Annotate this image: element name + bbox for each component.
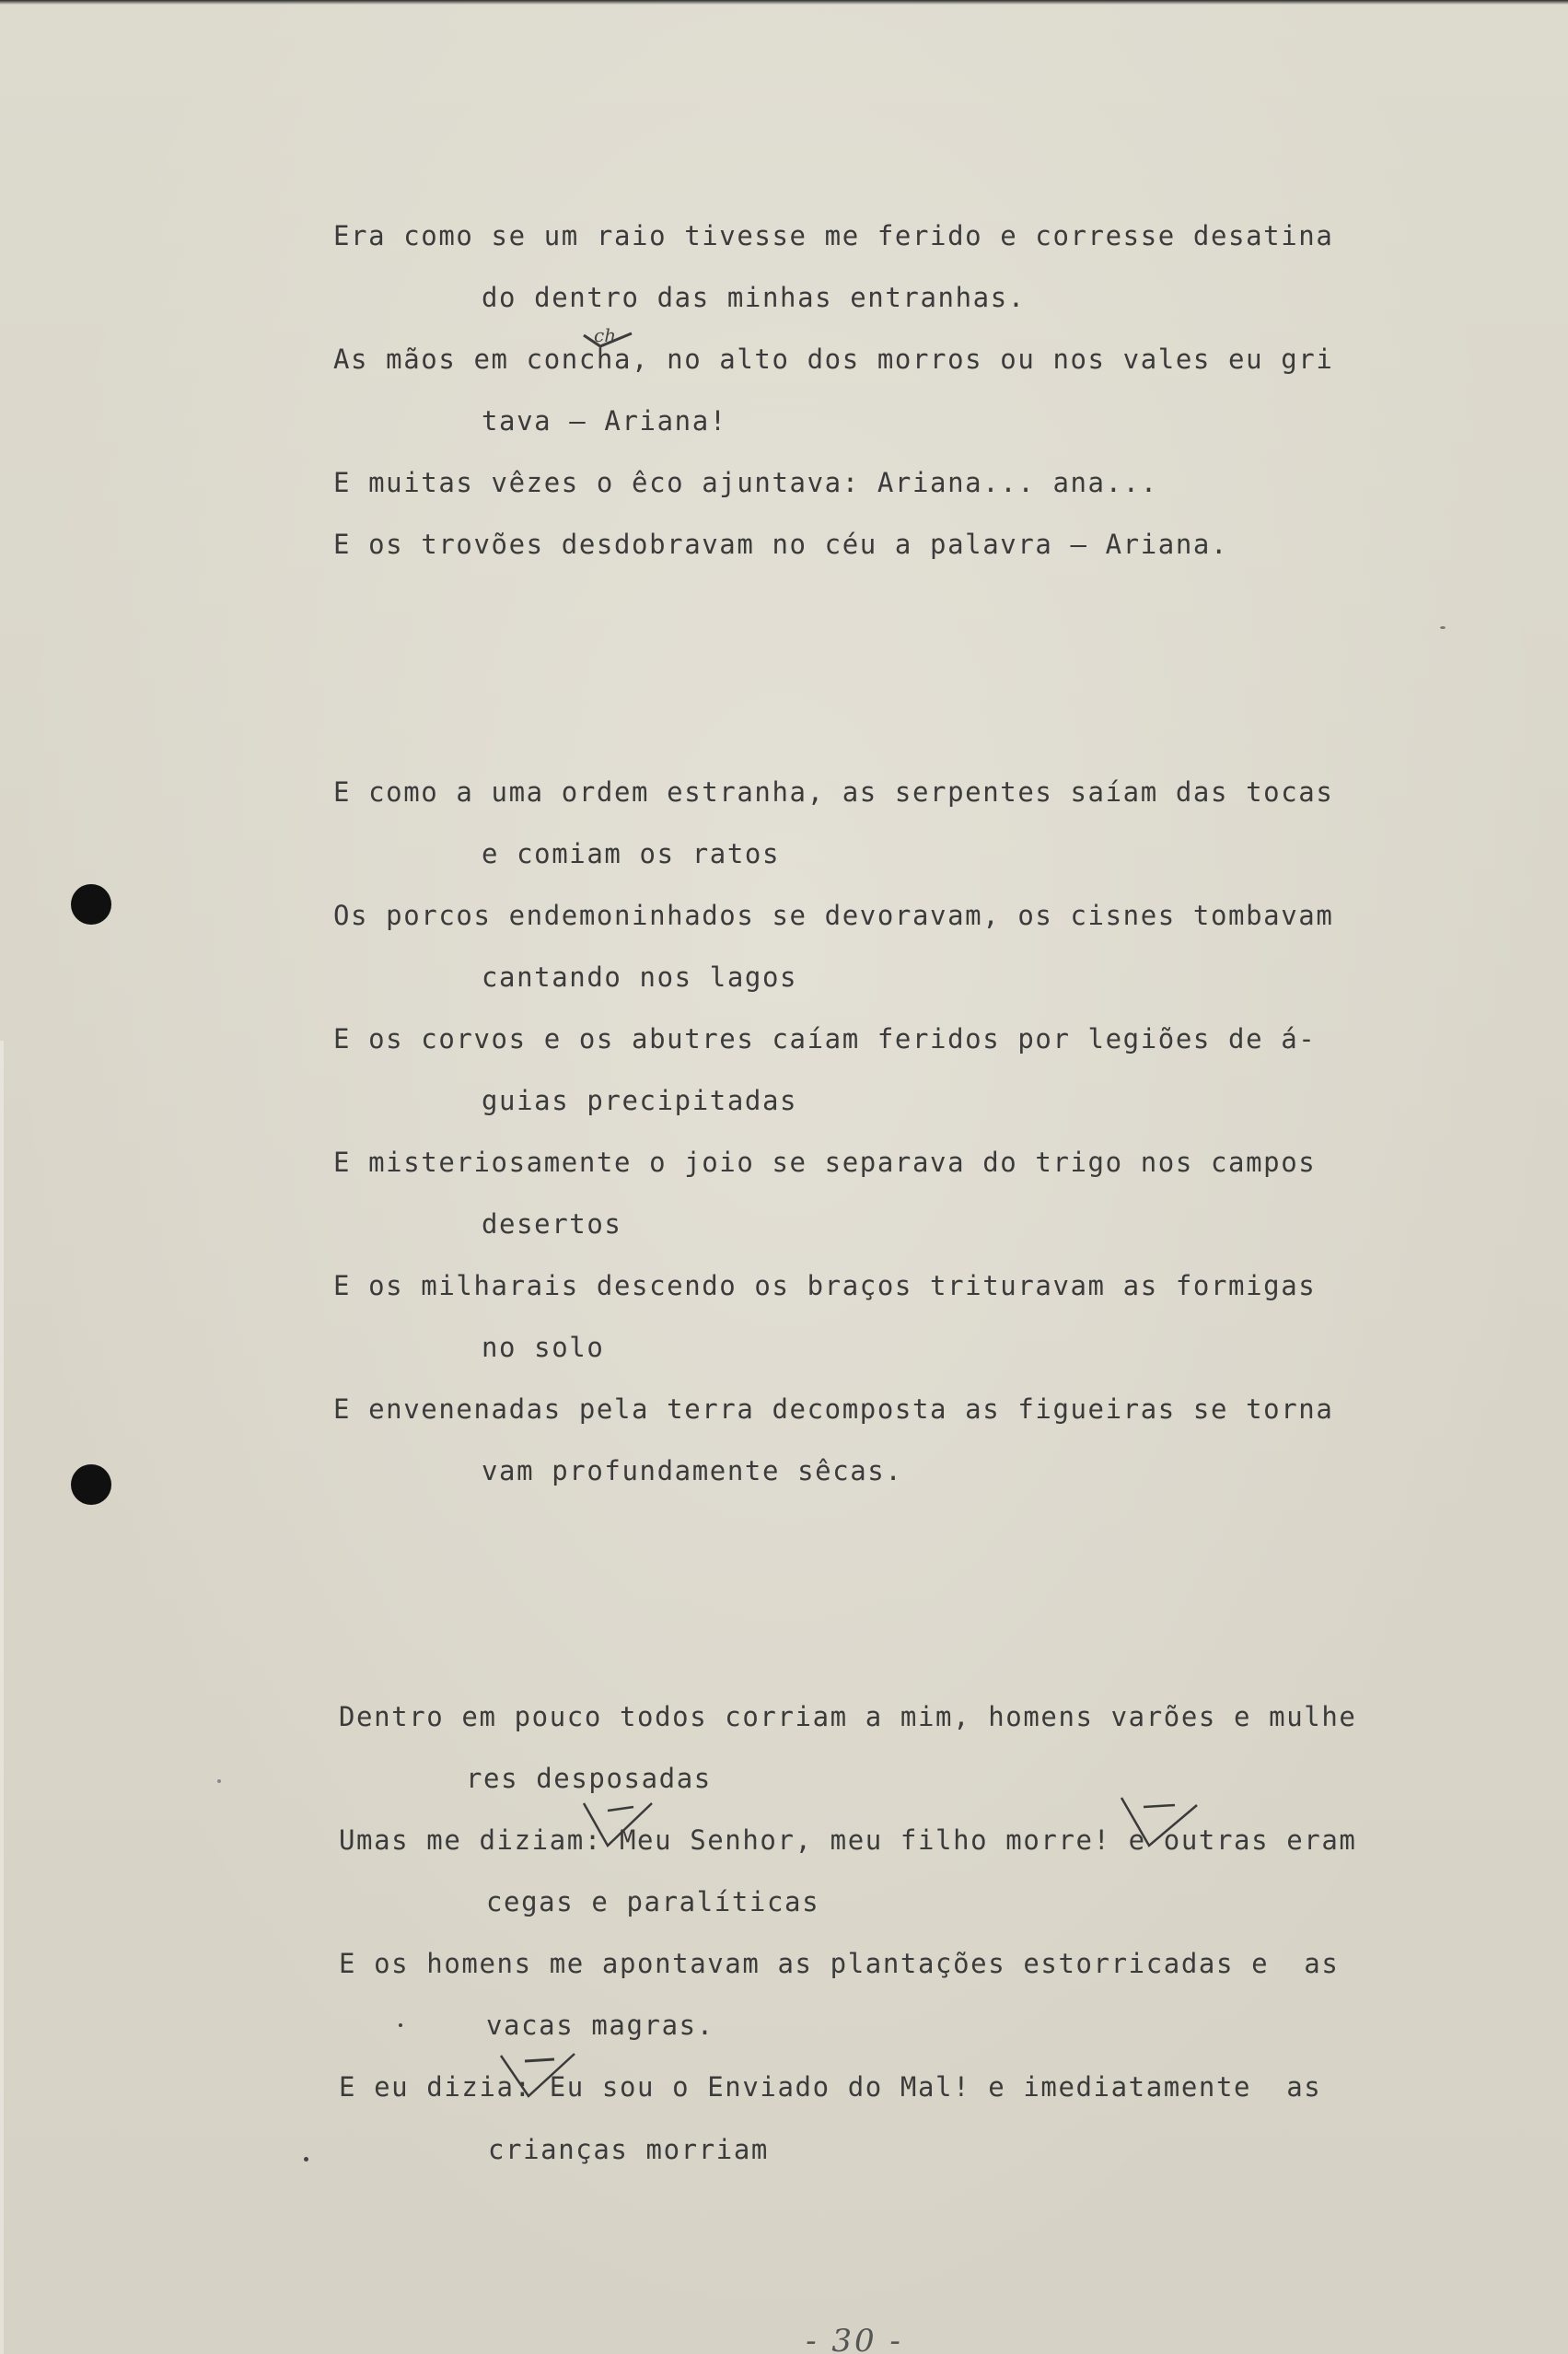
verse-line: vacas magras. [486, 2010, 714, 2041]
verse-line: tava — Ariana! [482, 405, 727, 437]
verse-line: E como a uma ordem estranha, as serpentes saíam das tocas [333, 776, 1334, 808]
verse-line: cegas e paralíticas [486, 1886, 820, 1917]
punch-hole [71, 884, 111, 925]
verse-line: E os homens me apontavam as plantações estorricadas e as [339, 1948, 1340, 1979]
verse-line: E muitas vêzes o êco ajuntava: Ariana... ana... [333, 467, 1158, 498]
correction-caret-icon [582, 332, 633, 350]
verse-line: vam profundamente sêcas. [482, 1455, 903, 1486]
verse-line: As mãos em concha, no alto dos morros ou nos vales eu gri [333, 344, 1334, 375]
page-number: - 30 - [806, 2323, 903, 2354]
verse-line: Era como se um raio tivesse me ferido e corresse desatina [333, 220, 1334, 251]
verse-line: E eu dizia: Eu sou o Enviado do Mal! e imediatamente as [339, 2071, 1322, 2103]
verse-line: e comiam os ratos [482, 838, 781, 869]
top-edge-shadow [0, 0, 1568, 5]
verse-line: guias precipitadas [482, 1085, 798, 1116]
verse-line: do dentro das minhas entranhas. [482, 282, 1026, 313]
left-edge-highlight [0, 1041, 4, 2354]
verse-line: Dentro em pouco todos corriam a mim, homens varões e mulhe [339, 1701, 1357, 1732]
insertion-caret-icon [580, 1798, 656, 1851]
ink-speck [217, 1779, 221, 1783]
ink-speck [399, 2023, 402, 2027]
verse-line: E os corvos e os abutres caíam feridos por legiões de á- [333, 1023, 1317, 1055]
handwritten-correction: ch [594, 324, 617, 346]
insertion-caret-icon [497, 2050, 580, 2102]
verse-line: Os porcos endemoninhados se devoravam, os cisnes tombavam [333, 900, 1334, 931]
ink-speck [304, 2157, 308, 2162]
verse-line: Umas me diziam: Meu Senhor, meu filho morre! e outras eram [339, 1824, 1357, 1856]
insertion-caret-icon [1118, 1794, 1201, 1851]
verse-line: E os milharais descendo os braços trituravam as formigas [333, 1270, 1317, 1301]
verse-line: no solo [482, 1332, 605, 1363]
verse-line: desertos [482, 1208, 622, 1240]
verse-line: E misteriosamente o joio se separava do trigo nos campos [333, 1147, 1317, 1178]
verse-line: E envenenadas pela terra decomposta as figueiras se torna [333, 1393, 1334, 1425]
punch-hole [71, 1464, 111, 1505]
verse-line: E os trovões desdobravam no céu a palavra — Ariana. [333, 529, 1229, 560]
ink-speck [1440, 626, 1446, 629]
verse-line: crianças morriam [488, 2134, 769, 2165]
verse-line: cantando nos lagos [482, 961, 798, 993]
verse-line: res desposadas [466, 1763, 712, 1794]
